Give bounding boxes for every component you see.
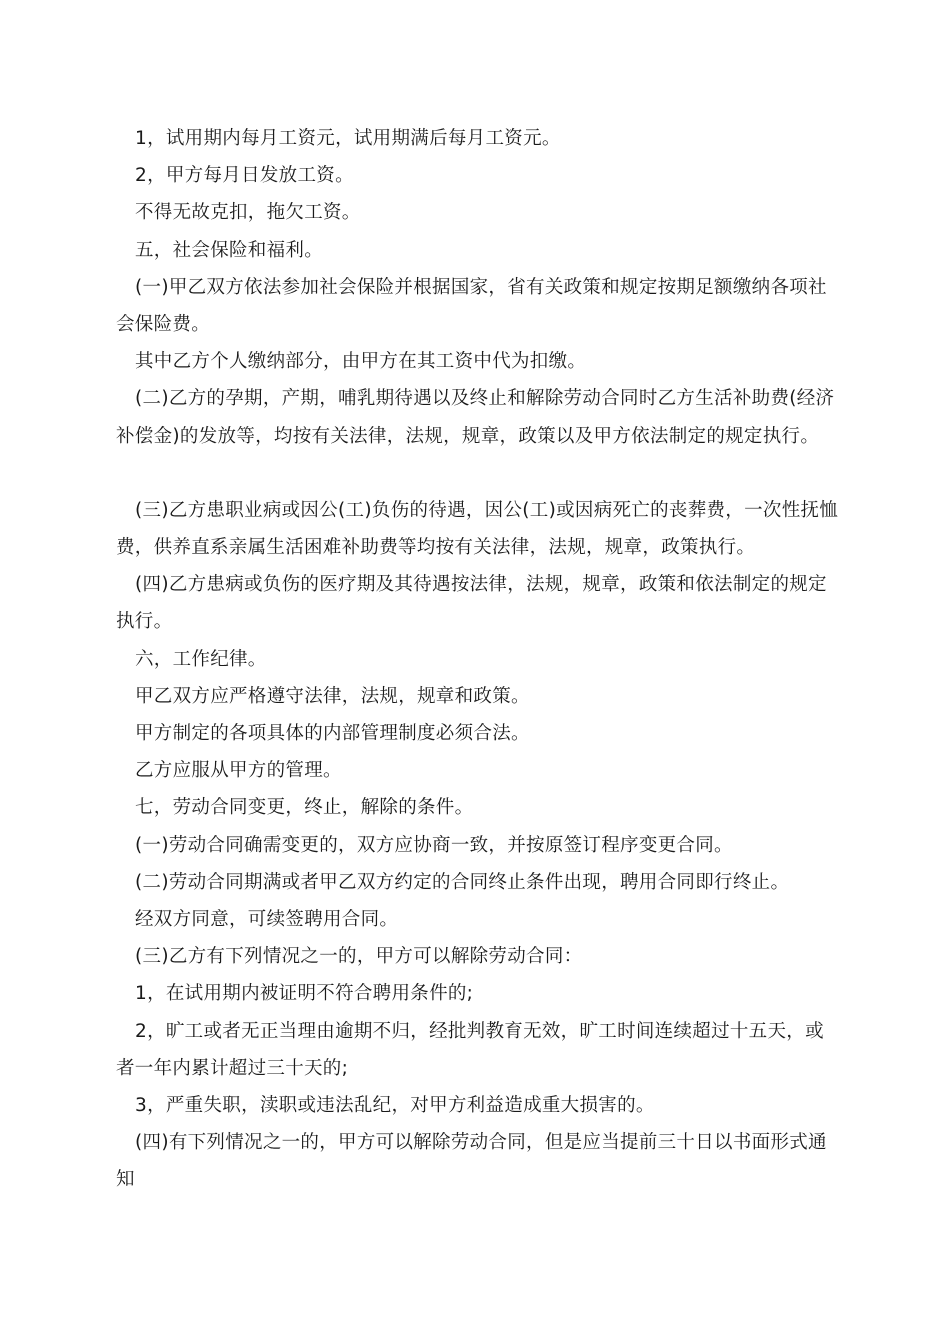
paragraph-insurance-3: (三)乙方患职业病或因公(工)负伤的待遇，因公(工)或因病死亡的丧葬费，一次性抚恤费，供养直系亲属生活困难补助费等均按有关法律，法规，规章，政策执行。 bbox=[116, 499, 839, 559]
paragraph-insurance-2: (二)乙方的孕期，产期，哺乳期待遇以及终止和解除劳动合同时乙方生活补助费(经济补偿金)的发放等，均按有关法律，法规，规章，政策以及甲方依法制定的规定执行。 bbox=[116, 388, 835, 447]
list-item-absence: 2，旷工或者无正当理由逾期不归，经批判教育无效，旷工时间连续超过十五天，或者一年内累计超过三十天的; bbox=[116, 1020, 824, 1079]
paragraph-termination-4: (四)有下列情况之一的，甲方可以解除劳动合同，但是应当提前三十日以书面形式通知 bbox=[116, 1132, 827, 1191]
paragraph-withholding: 其中乙方个人缴纳部分，由甲方在其工资中代为扣缴。 bbox=[135, 351, 587, 373]
list-item-probation: 1，在试用期内被证明不符合聘用条件的; bbox=[135, 983, 474, 1005]
paragraph-pay-day: 2，甲方每月日发放工资。 bbox=[135, 165, 354, 187]
paragraph-termination-2: (二)劳动合同期满或者甲乙双方约定的合同终止条件出现，聘用合同即行终止。 bbox=[135, 871, 790, 893]
section-heading-termination: 七，劳动合同变更，终止，解除的条件。 bbox=[135, 797, 474, 819]
paragraph-renewal: 经双方同意，可续签聘用合同。 bbox=[135, 909, 399, 931]
section-heading-discipline: 六，工作纪律。 bbox=[135, 648, 267, 670]
paragraph-discipline-3: 乙方应服从甲方的管理。 bbox=[135, 760, 342, 782]
paragraph-discipline-1: 甲乙双方应严格遵守法律，法规，规章和政策。 bbox=[135, 685, 530, 707]
paragraph-discipline-2: 甲方制定的各项具体的内部管理制度必须合法。 bbox=[135, 723, 530, 745]
paragraph-insurance-1: (一)甲乙双方依法参加社会保险并根据国家，省有关政策和规定按期足额缴纳各项社会保险费。 bbox=[116, 276, 827, 336]
paragraph-termination-1: (一)劳动合同确需变更的，双方应协商一致，并按原签订程序变更合同。 bbox=[135, 834, 733, 856]
paragraph-insurance-4: (四)乙方患病或负伤的医疗期及其待遇按法律，法规，规章，政策和依法制定的规定执行。 bbox=[116, 574, 827, 633]
paragraph-salary-probation: 1，试用期内每月工资元，试用期满后每月工资元。 bbox=[135, 128, 561, 149]
list-item-misconduct: 3，严重失职，渎职或违法乱纪，对甲方利益造成重大损害的。 bbox=[135, 1095, 655, 1117]
paragraph-no-deduction: 不得无故克扣，拖欠工资。 bbox=[135, 202, 361, 224]
document-body bbox=[116, 120, 840, 1199]
paragraph-termination-3: (三)乙方有下列情况之一的，甲方可以解除劳动合同： bbox=[135, 946, 583, 968]
section-heading-insurance: 五，社会保险和福利。 bbox=[135, 239, 324, 261]
